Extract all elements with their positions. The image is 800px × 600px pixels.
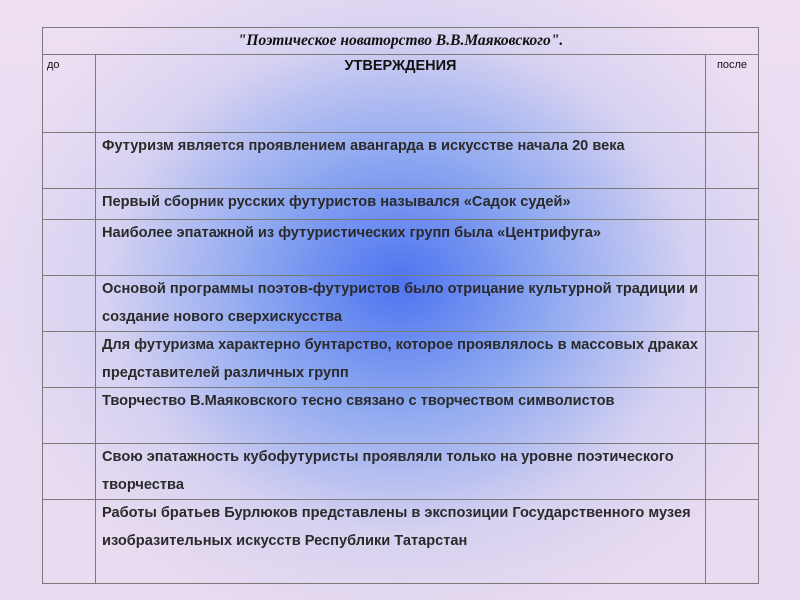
table-row [43, 220, 759, 276]
table-row [43, 388, 759, 444]
statement-text: Свою эпатажность кубофутуристы проявляли только на уровне поэтического творчества [96, 444, 706, 500]
after-cell[interactable] [706, 189, 759, 220]
before-cell[interactable] [43, 220, 96, 276]
table-row [43, 133, 759, 189]
table-row [43, 500, 759, 584]
table-row [43, 332, 759, 388]
before-cell[interactable] [43, 133, 96, 189]
after-cell[interactable] [706, 444, 759, 500]
after-cell[interactable] [706, 220, 759, 276]
statement-text: Наиболее эпатажной из футуристических групп была «Центрифуга» [96, 220, 706, 276]
table-header-row [43, 55, 759, 133]
after-cell[interactable] [706, 133, 759, 189]
statement-text: Футуризм является проявлением авангарда в искусстве начала 20 века [96, 133, 706, 189]
header-after: после [706, 55, 759, 133]
before-cell[interactable] [43, 500, 96, 584]
after-cell[interactable] [706, 332, 759, 388]
table-row [43, 444, 759, 500]
before-cell[interactable] [43, 332, 96, 388]
table-title-row [43, 28, 759, 55]
table-row [43, 276, 759, 332]
before-cell[interactable] [43, 276, 96, 332]
before-cell[interactable] [43, 189, 96, 220]
table-row [43, 189, 759, 220]
statement-text: Для футуризма характерно бунтарство, которое проявлялось в массовых драках представителей различных групп [96, 332, 706, 388]
after-cell[interactable] [706, 276, 759, 332]
header-before: до [43, 55, 96, 133]
table-title: "Поэтическое новаторство В.В.Маяковского". [43, 28, 759, 55]
statement-text: Первый сборник русских футуристов назывался «Садок судей» [96, 189, 706, 220]
statement-text: Работы братьев Бурлюков представлены в экспозиции Государственного музея изобразительных искусств Республики Татарстан [96, 500, 706, 584]
before-cell[interactable] [43, 444, 96, 500]
after-cell[interactable] [706, 500, 759, 584]
header-statements: УТВЕРЖДЕНИЯ [96, 55, 706, 133]
statements-table [42, 27, 758, 584]
after-cell[interactable] [706, 388, 759, 444]
before-cell[interactable] [43, 388, 96, 444]
statement-text: Творчество В.Маяковского тесно связано с творчеством символистов [96, 388, 706, 444]
statement-text: Основой программы поэтов-футуристов было отрицание культурной традиции и создание нового сверхискусства [96, 276, 706, 332]
